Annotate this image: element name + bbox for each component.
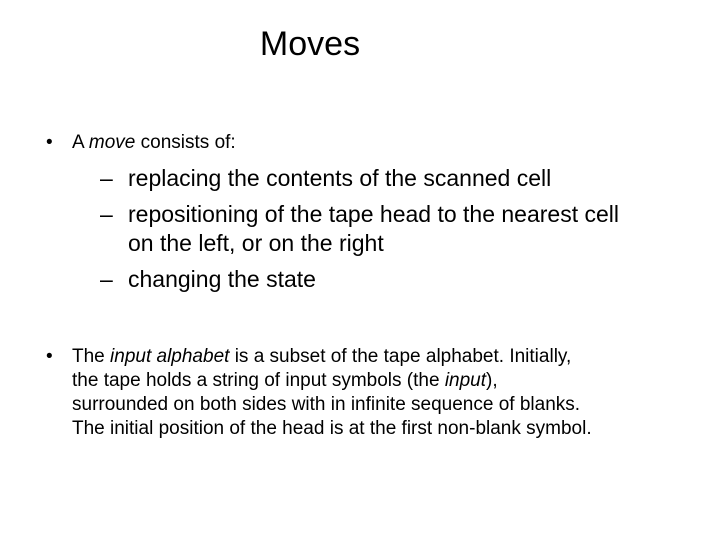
bullet-move-definition — [46, 131, 686, 155]
bullet-text — [72, 131, 686, 155]
bullet-text-suffix: consists of: — [135, 132, 236, 153]
bullet-text-emphasis: move — [88, 132, 136, 153]
move-steps-list — [100, 164, 700, 301]
slide-title: Moves — [259, 25, 361, 63]
bullet-line-1-emphasis: input alphabet — [110, 346, 230, 367]
bullet-line-1 — [72, 345, 692, 369]
list-item-text: repositioning of the tape head to the nearest cell — [128, 201, 620, 227]
list-item-text: changing the state — [128, 266, 316, 292]
bullet-line-1-suffix: is a subset of the tape alphabet. Initially, — [229, 346, 572, 367]
bullet-line-1-prefix: The — [72, 346, 111, 367]
bullet-line-2-emphasis: input — [444, 370, 487, 391]
bullet-line-2-prefix: the tape holds a string of input symbols (the — [72, 370, 445, 391]
bullet-marker: • — [46, 132, 53, 153]
dash-marker: – — [100, 201, 113, 227]
bullet-text — [72, 345, 692, 441]
dash-marker: – — [100, 165, 113, 191]
dash-marker: – — [100, 266, 113, 292]
list-item — [100, 164, 700, 193]
bullet-line-2-suffix: ), — [486, 370, 498, 391]
bullet-line-2 — [72, 369, 692, 393]
bullet-line-4: The initial position of the head is at the first non-blank symbol. — [72, 418, 592, 439]
list-item-text-continued: on the left, or on the right — [128, 230, 384, 256]
list-item — [100, 265, 700, 294]
bullet-line-3: surrounded on both sides with in infinite sequence of blanks. — [72, 394, 581, 415]
bullet-text-prefix: A — [72, 132, 89, 153]
list-item — [100, 200, 700, 258]
bullet-marker: • — [46, 346, 53, 367]
list-item-text: replacing the contents of the scanned cell — [128, 165, 552, 191]
bullet-input-alphabet — [46, 345, 686, 441]
